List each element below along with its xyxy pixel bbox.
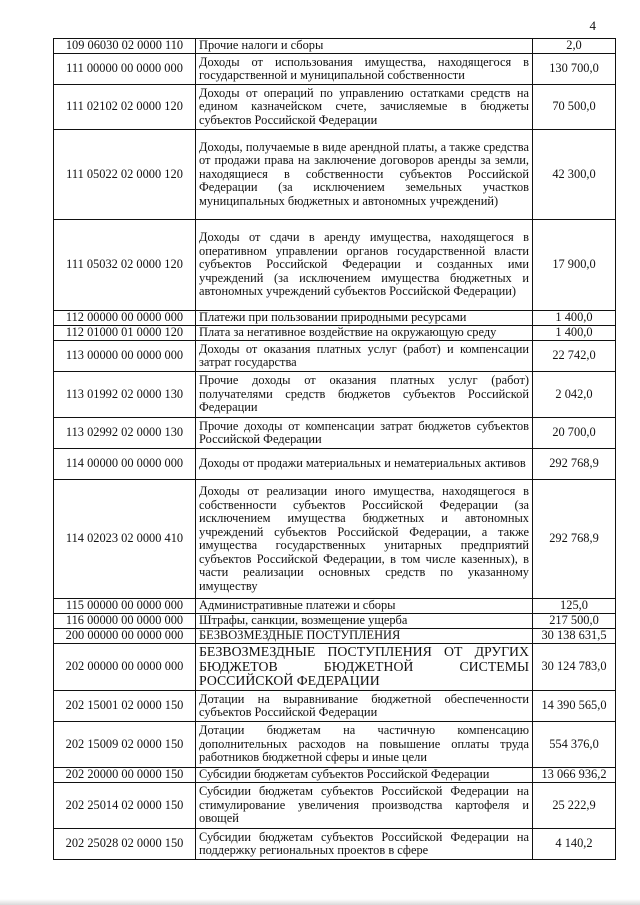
row-code: 113 01992 02 0000 130 xyxy=(54,372,196,418)
table-row xyxy=(54,130,616,220)
row-amount: 70 500,0 xyxy=(533,85,616,130)
table-row xyxy=(54,768,616,783)
table-row xyxy=(54,783,616,829)
row-amount: 1 400,0 xyxy=(533,311,616,326)
table-row xyxy=(54,599,616,614)
row-amount: 25 222,9 xyxy=(533,783,616,829)
row-description: Доходы от сдачи в аренду имущества, находящегося в оперативном управлении органов государственной власти субъектов Российской Федерации и созданных ими учреждений (за исключением имущества бюджетных и автономных учреждений субъектов Российской Федерации) xyxy=(196,220,533,311)
table-row xyxy=(54,614,616,629)
table-row xyxy=(54,341,616,372)
row-amount: 42 300,0 xyxy=(533,130,616,220)
row-code: 202 25028 02 0000 150 xyxy=(54,829,196,860)
row-code: 202 00000 00 0000 000 xyxy=(54,644,196,691)
row-code: 116 00000 00 0000 000 xyxy=(54,614,196,629)
row-description: Субсидии бюджетам субъектов Российской Федерации на стимулирование увеличения производства картофеля и овощей xyxy=(196,783,533,829)
row-code: 200 00000 00 0000 000 xyxy=(54,629,196,644)
table-row xyxy=(54,480,616,599)
table-row xyxy=(54,372,616,418)
row-description: Дотации на выравнивание бюджетной обеспеченности субъектов Российской Федерации xyxy=(196,691,533,722)
row-code: 112 00000 00 0000 000 xyxy=(54,311,196,326)
scan-edge xyxy=(0,899,640,905)
row-code: 111 00000 00 0000 000 xyxy=(54,54,196,85)
row-amount: 125,0 xyxy=(533,599,616,614)
row-amount: 22 742,0 xyxy=(533,341,616,372)
row-description: Доходы от использования имущества, находящегося в государственной и муниципальной собственности xyxy=(196,54,533,85)
row-description: Доходы от продажи материальных и нематериальных активов xyxy=(196,449,533,480)
table-row xyxy=(54,418,616,449)
row-amount: 30 138 631,5 xyxy=(533,629,616,644)
row-amount: 217 500,0 xyxy=(533,614,616,629)
row-code: 114 00000 00 0000 000 xyxy=(54,449,196,480)
revenue-table xyxy=(53,38,616,860)
row-description: Доходы от оказания платных услуг (работ) и компенсации затрат государства xyxy=(196,341,533,372)
table-row xyxy=(54,85,616,130)
row-description: Плата за негативное воздействие на окружающую среду xyxy=(196,326,533,341)
row-amount: 292 768,9 xyxy=(533,449,616,480)
row-amount: 2 042,0 xyxy=(533,372,616,418)
row-amount: 130 700,0 xyxy=(533,54,616,85)
row-code: 202 15001 02 0000 150 xyxy=(54,691,196,722)
row-amount: 292 768,9 xyxy=(533,480,616,599)
row-code: 111 05032 02 0000 120 xyxy=(54,220,196,311)
row-description: Субсидии бюджетам субъектов Российской Федерации на поддержку региональных проектов в сфере xyxy=(196,829,533,860)
row-description: Доходы от операций по управлению остатками средств на едином казначейском счете, зачисляемые в бюджеты субъектов Российской Федерации xyxy=(196,85,533,130)
page-number: 4 xyxy=(589,18,596,33)
row-description: Административные платежи и сборы xyxy=(196,599,533,614)
row-description: Субсидии бюджетам субъектов Российской Федерации xyxy=(196,768,533,783)
row-code: 113 00000 00 0000 000 xyxy=(54,341,196,372)
table-row xyxy=(54,54,616,85)
row-code: 113 02992 02 0000 130 xyxy=(54,418,196,449)
row-amount: 554 376,0 xyxy=(533,722,616,768)
row-code: 109 06030 02 0000 110 xyxy=(54,39,196,54)
row-description: Доходы, получаемые в виде арендной платы, а также средства от продажи права на заключение договоров аренды за земли, находящиеся в собственности субъектов Российской Федерации (за исключением земельных участков муниципальных бюджетных и автономных учреждений) xyxy=(196,130,533,220)
row-code: 202 25014 02 0000 150 xyxy=(54,783,196,829)
table-row xyxy=(54,629,616,644)
table-row xyxy=(54,691,616,722)
table-row xyxy=(54,39,616,54)
table-row xyxy=(54,311,616,326)
row-amount: 20 700,0 xyxy=(533,418,616,449)
table-row xyxy=(54,644,616,691)
row-amount: 1 400,0 xyxy=(533,326,616,341)
row-description: Доходы от реализации иного имущества, находящегося в собственности субъектов Российской Федерации (за исключением имущества бюджетных и автономных учреждений субъектов Российской Федерации, а также имущества государственных унитарных предприятий субъектов Российской Федерации, в том числе казенных), в части реализации основных средств по указанному имуществу xyxy=(196,480,533,599)
row-description: Прочие доходы от компенсации затрат бюджетов субъектов Российской Федерации xyxy=(196,418,533,449)
row-code: 115 00000 00 0000 000 xyxy=(54,599,196,614)
row-code: 111 05022 02 0000 120 xyxy=(54,130,196,220)
row-code: 202 20000 00 0000 150 xyxy=(54,768,196,783)
row-code: 202 15009 02 0000 150 xyxy=(54,722,196,768)
row-code: 112 01000 01 0000 120 xyxy=(54,326,196,341)
row-description: Дотации бюджетам на частичную компенсацию дополнительных расходов на повышение оплаты труда работников бюджетной сферы и иные цели xyxy=(196,722,533,768)
row-description: Штрафы, санкции, возмещение ущерба xyxy=(196,614,533,629)
table-row xyxy=(54,829,616,860)
row-description: Прочие доходы от оказания платных услуг (работ) получателями средств бюджетов субъектов Российской Федерации xyxy=(196,372,533,418)
row-description: Прочие налоги и сборы xyxy=(196,39,533,54)
row-amount: 30 124 783,0 xyxy=(533,644,616,691)
row-description: БЕЗВОЗМЕЗДНЫЕ ПОСТУПЛЕНИЯ ОТ ДРУГИХ БЮДЖЕТОВ БЮДЖЕТНОЙ СИСТЕМЫ РОССИЙСКОЙ ФЕДЕРАЦИИ xyxy=(196,644,533,691)
row-description: Платежи при пользовании природными ресурсами xyxy=(196,311,533,326)
table-row xyxy=(54,220,616,311)
row-amount: 2,0 xyxy=(533,39,616,54)
row-amount: 4 140,2 xyxy=(533,829,616,860)
row-code: 111 02102 02 0000 120 xyxy=(54,85,196,130)
row-code: 114 02023 02 0000 410 xyxy=(54,480,196,599)
table-row xyxy=(54,326,616,341)
table-row xyxy=(54,722,616,768)
row-amount: 17 900,0 xyxy=(533,220,616,311)
row-amount: 14 390 565,0 xyxy=(533,691,616,722)
table-row xyxy=(54,449,616,480)
row-amount: 13 066 936,2 xyxy=(533,768,616,783)
row-description: БЕЗВОЗМЕЗДНЫЕ ПОСТУПЛЕНИЯ xyxy=(196,629,533,644)
